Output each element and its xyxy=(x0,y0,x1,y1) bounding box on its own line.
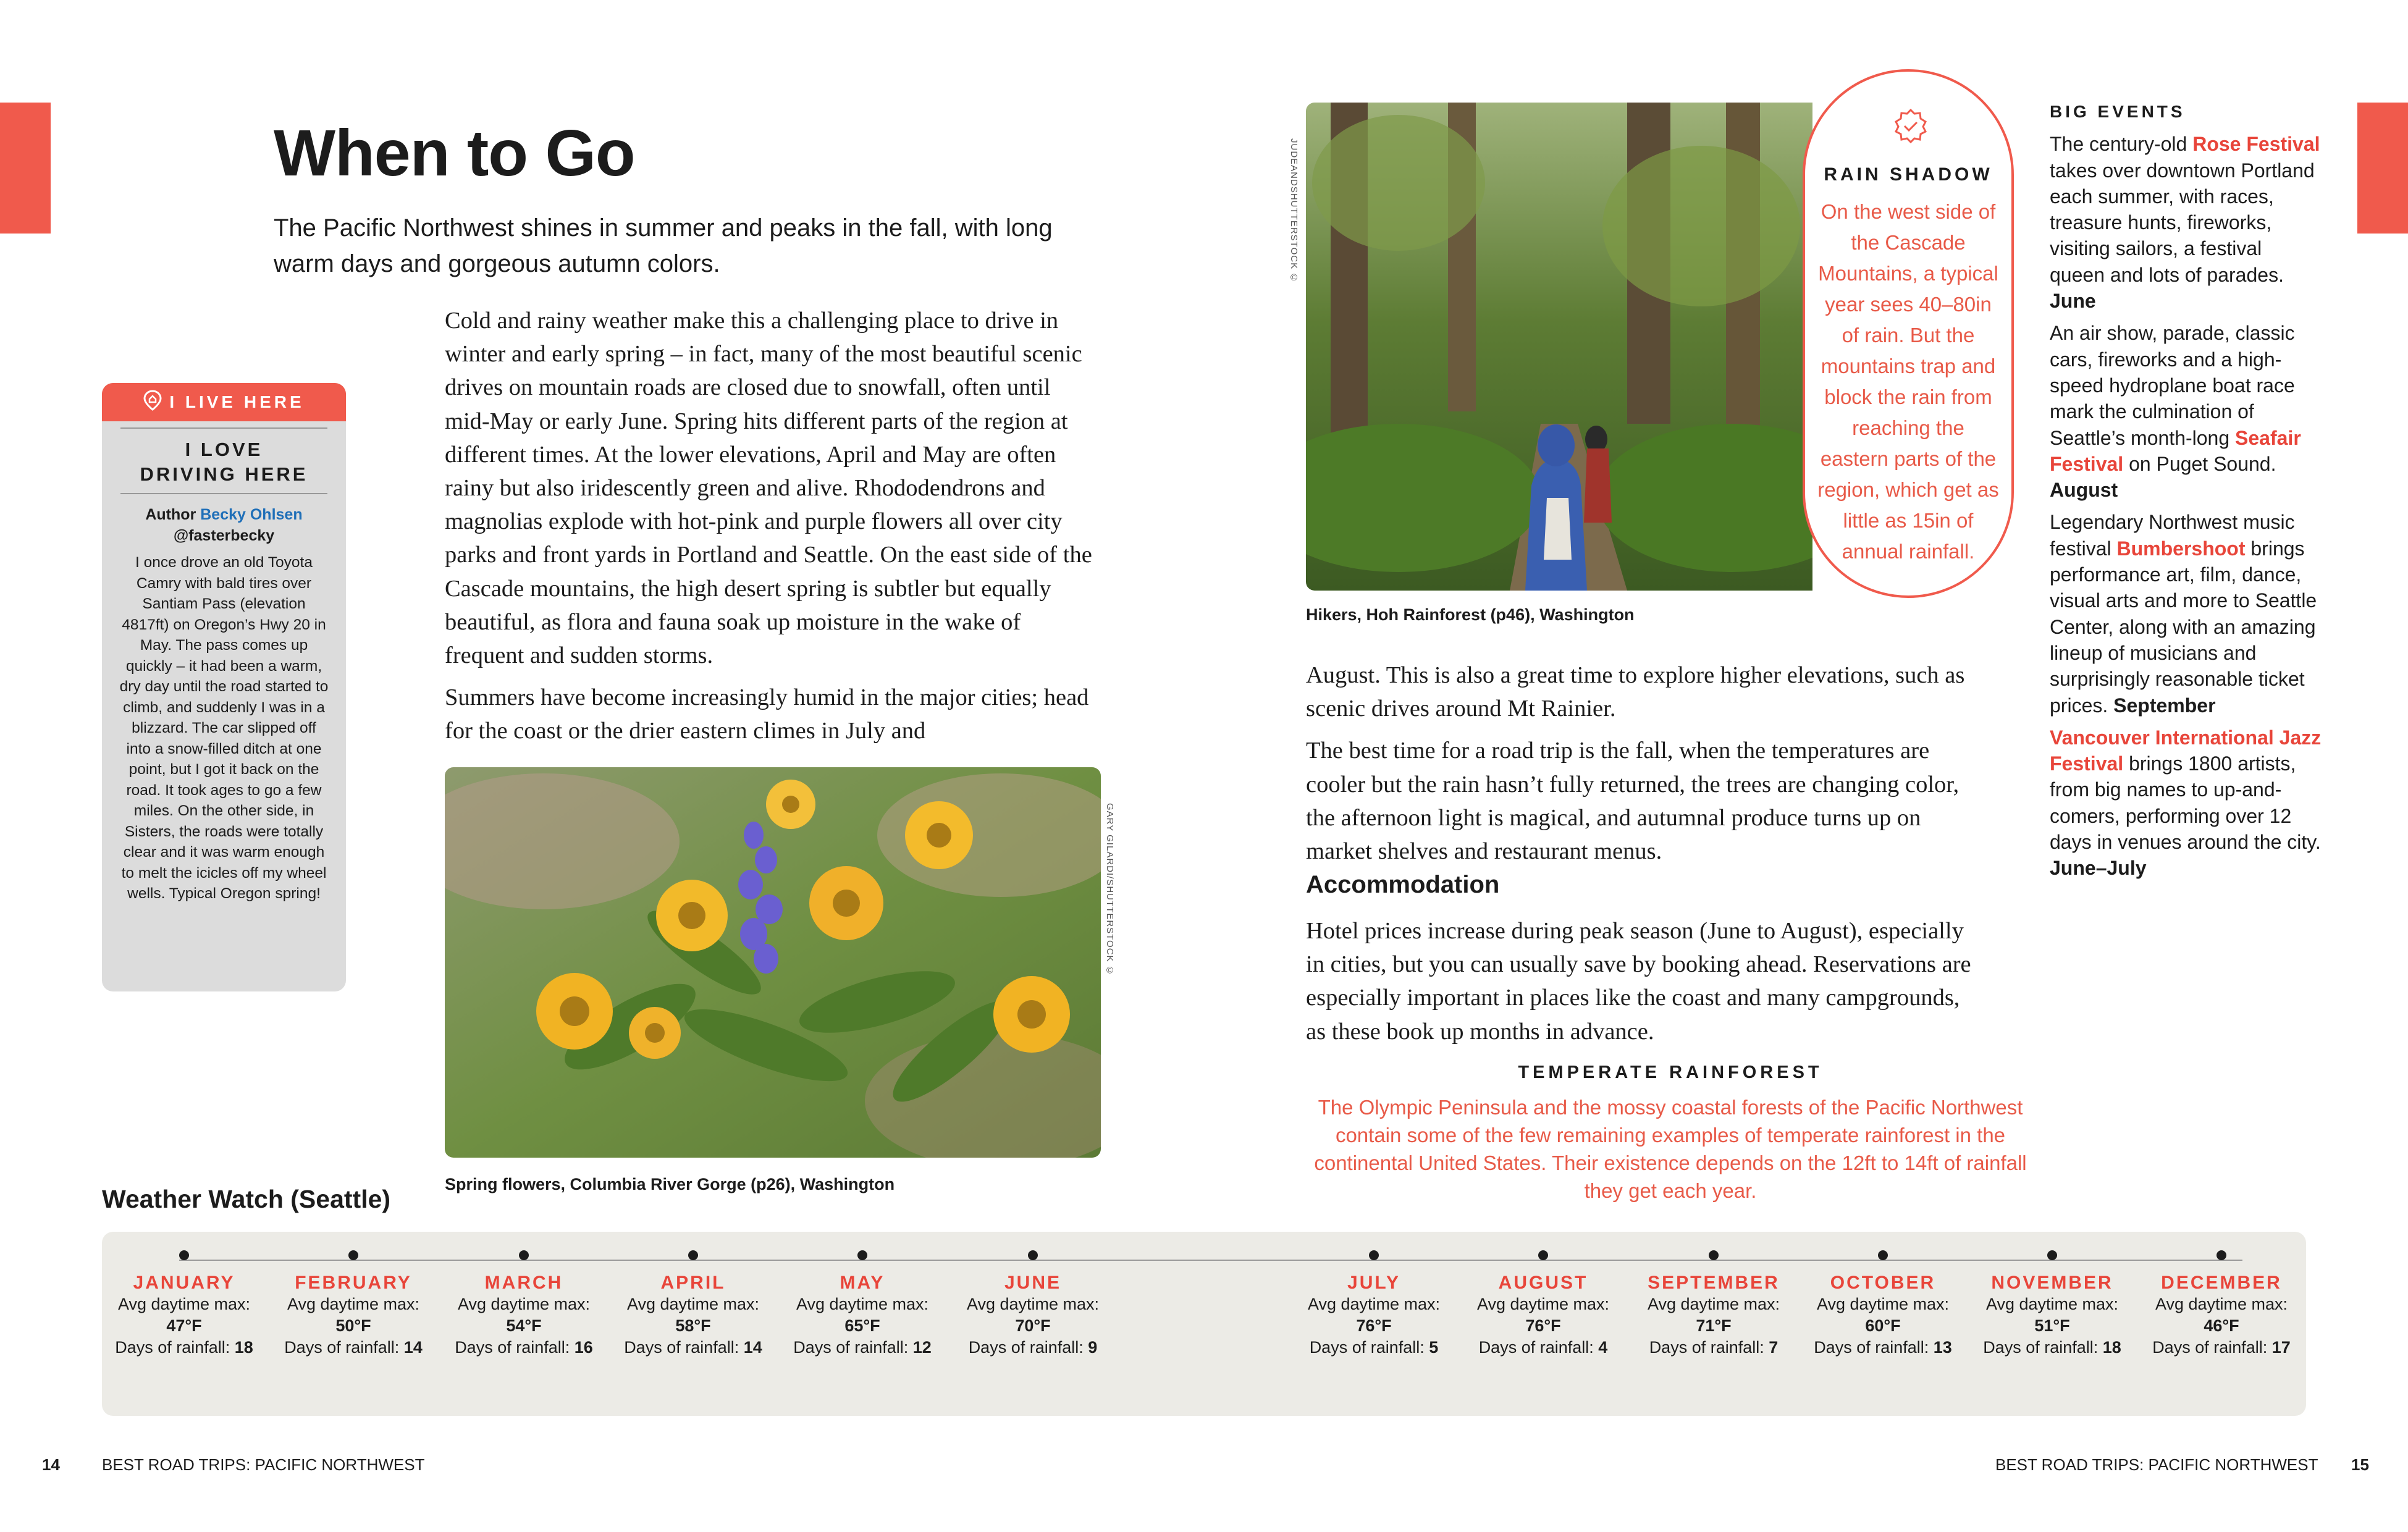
timeline-dot xyxy=(688,1250,698,1260)
temperate-rainforest-text: The Olympic Peninsula and the mossy coastal forests of the Pacific Northwest contain some of the few remaining examples of temperate rainforest in the continental United States. Their existence depends on the 12ft to 14ft of rainfall they get each year. xyxy=(1314,1096,2027,1202)
rain-label: Days of rainfall: xyxy=(793,1338,913,1357)
page-title: When to Go xyxy=(274,117,635,190)
photo-credit: JUDEANDSHUTTERSTOCK © xyxy=(1289,138,1299,284)
rain-row xyxy=(104,1337,264,1358)
temp-label: Avg daytime max: xyxy=(626,1295,760,1313)
month-name: JULY xyxy=(1347,1273,1400,1293)
rain-row xyxy=(1463,1337,1623,1358)
author-name-link[interactable]: Becky Ohlsen xyxy=(200,506,303,523)
rain-shadow-text: On the west side of the Cascade Mountains, a typical year sees 40–80in of rain. But the mountains trap and block the rain from reaching the eastern parts of the region, which get as little as 15in of annual rainfall. xyxy=(1817,200,1999,563)
timeline-dot xyxy=(1709,1250,1719,1260)
rain-row xyxy=(1633,1337,1794,1358)
callout-label: I LIVE HERE xyxy=(169,392,305,411)
temp-value: 46°F xyxy=(2204,1316,2239,1335)
footer-title-right: BEST ROAD TRIPS: PACIFIC NORTHWEST xyxy=(1995,1455,2318,1474)
month-august xyxy=(1463,1250,1623,1358)
rain-shadow-callout xyxy=(1803,69,2014,598)
rain-value: 14 xyxy=(403,1338,423,1357)
month-november xyxy=(1972,1250,2132,1358)
rain-label: Days of rainfall: xyxy=(1478,1338,1599,1357)
temp-label: Avg daytime max: xyxy=(1985,1295,2119,1313)
rain-value: 12 xyxy=(912,1338,932,1357)
month-january xyxy=(104,1250,264,1358)
temp-label: Avg daytime max: xyxy=(2155,1295,2288,1313)
author-handle: @fasterbecky xyxy=(173,527,275,544)
event-month: August xyxy=(2050,479,2118,502)
event-item: Vancouver International Jazz Festival brings 1800 artists, from big names to up-and-comers, performing over 12 days in venues around the city. June–July xyxy=(2050,726,2322,880)
event-month: June xyxy=(2050,290,2096,313)
temp-label: Avg daytime max: xyxy=(117,1295,251,1313)
callout-author xyxy=(102,504,346,546)
temp-value: 58°F xyxy=(675,1316,711,1335)
accommodation-heading: Accommodation xyxy=(1306,871,1500,898)
timeline-dot xyxy=(179,1250,189,1260)
temp-label: Avg daytime max: xyxy=(966,1295,1100,1313)
rain-label: Days of rainfall: xyxy=(115,1338,235,1357)
rain-value: 18 xyxy=(234,1338,253,1357)
temp-value: 51°F xyxy=(2034,1316,2070,1335)
temp-label: Avg daytime max: xyxy=(796,1295,929,1313)
event-name: Bumbershoot xyxy=(2116,537,2246,560)
month-name: OCTOBER xyxy=(1830,1273,1936,1293)
rain-label: Days of rainfall: xyxy=(1983,1338,2103,1357)
rain-value: 9 xyxy=(1088,1338,1098,1357)
temp-value: 60°F xyxy=(1865,1316,1901,1335)
timeline-dot xyxy=(1538,1250,1548,1260)
month-name: MARCH xyxy=(484,1273,563,1293)
body-paragraph: Summers have become increasingly humid in the major cities; head for the coast or the drier eastern climes in July and xyxy=(445,684,1089,744)
left-page-tab xyxy=(0,103,51,234)
month-june xyxy=(953,1250,1113,1358)
rain-label: Days of rainfall: xyxy=(2152,1338,2272,1357)
footer-title-left: BEST ROAD TRIPS: PACIFIC NORTHWEST xyxy=(102,1455,425,1474)
temp-value: 65°F xyxy=(844,1316,880,1335)
timeline-dot xyxy=(2047,1250,2057,1260)
event-month: June–July xyxy=(2050,857,2147,880)
timeline-dot xyxy=(1369,1250,1379,1260)
rain-label: Days of rainfall: xyxy=(284,1338,404,1357)
event-item: An air show, parade, classic cars, fireworks and a high-speed hydroplane boat race mark the culmination of Seattle’s month-long Seafair Festival on Puget Sound. August xyxy=(2050,322,2301,502)
rain-row xyxy=(782,1337,943,1358)
timeline-dot xyxy=(348,1250,358,1260)
body-paragraph: August. This is also a great time to explore higher elevations, such as scenic drives around Mt Rainier. xyxy=(1306,662,1965,722)
temp-value: 47°F xyxy=(166,1316,202,1335)
body-column-left xyxy=(445,304,1100,757)
timeline-dot xyxy=(1878,1250,1888,1260)
temp-value: 70°F xyxy=(1015,1316,1051,1335)
event-name: Vancouver International Jazz Festival xyxy=(2050,726,2322,775)
month-name: NOVEMBER xyxy=(1991,1273,2113,1293)
event-month: September xyxy=(2113,694,2216,717)
rain-value: 18 xyxy=(2102,1338,2121,1357)
body-paragraph: Hotel prices increase during peak season (June to August), especially in cities, but you can usually save by booking ahead. Reservations are especially important in places like the coast and many campgrounds, as these book up months in advance. xyxy=(1306,918,1971,1045)
temp-label: Avg daytime max: xyxy=(1647,1295,1780,1313)
right-page-tab xyxy=(2357,103,2408,234)
rain-value: 14 xyxy=(743,1338,762,1357)
body-paragraph: Cold and rainy weather make this a challenging place to drive in winter and early spring – in fact, many of the most beautiful scenic drives on mountain roads are closed due to snowfall, often until mid-May or early June. Spring hits different parts of the region at different times. At the lower elevations, April and May are often rainy but also iridescently green and alive. Rhododendrons and magnolias explode with hot-pink and purple flowers all over city parks and front yards in Portland and Seattle. On the east side of the Cascade mountains, the high desert spring is subtler but equally beautiful, as flora and fauna soak up moisture in the wake of frequent and sudden storms. xyxy=(445,308,1092,669)
hoh-rainforest-photo xyxy=(1306,103,1812,591)
rain-row xyxy=(444,1337,604,1358)
location-pin-icon xyxy=(143,390,162,415)
month-name: JANUARY xyxy=(133,1273,235,1293)
month-february xyxy=(273,1250,434,1358)
spring-flowers-photo xyxy=(445,767,1101,1158)
month-name: SEPTEMBER xyxy=(1648,1273,1780,1293)
rain-row xyxy=(613,1337,773,1358)
rain-row xyxy=(273,1337,434,1358)
big-events-heading: BIG EVENTS xyxy=(2050,102,2186,121)
month-name: JUNE xyxy=(1004,1273,1062,1293)
rain-row xyxy=(953,1337,1113,1358)
body-paragraph: The best time for a road trip is the fall, when the temperatures are cooler but the rain hasn’t fully returned, the trees are changing color, the afternoon light is magical, and autumnal produce turns up on market shelves and restaurant menus. xyxy=(1306,738,1960,865)
rain-shadow-heading: RAIN SHADOW xyxy=(1824,164,1993,185)
intro-paragraph: The Pacific Northwest shines in summer and peaks in the fall, with long warm days and gorgeous autumn colors. xyxy=(274,214,1053,277)
month-october xyxy=(1803,1250,1963,1358)
weather-watch-title: Weather Watch (Seattle) xyxy=(102,1185,391,1213)
temp-label: Avg daytime max: xyxy=(1307,1295,1441,1313)
callout-heading-line: I LOVE xyxy=(185,439,263,460)
timeline-dot xyxy=(1028,1250,1038,1260)
month-april xyxy=(613,1250,773,1358)
month-name: APRIL xyxy=(660,1273,726,1293)
temp-value: 76°F xyxy=(1356,1316,1392,1335)
photo-caption: Spring flowers, Columbia River Gorge (p26), Washington xyxy=(445,1175,895,1193)
rain-row xyxy=(1972,1337,2132,1358)
month-december xyxy=(2141,1250,2302,1358)
callout-heading xyxy=(120,427,327,494)
temp-value: 50°F xyxy=(335,1316,371,1335)
page-number-left: 14 xyxy=(42,1455,60,1474)
temp-label: Avg daytime max: xyxy=(1476,1295,1610,1313)
photo-credit: GARY GILARDI/SHUTTERSTOCK © xyxy=(1105,803,1115,977)
callout-heading-line: DRIVING HERE xyxy=(140,463,308,485)
page-number-right: 15 xyxy=(2351,1455,2369,1474)
rain-label: Days of rainfall: xyxy=(624,1338,744,1357)
temp-value: 76°F xyxy=(1525,1316,1561,1335)
temp-value: 54°F xyxy=(506,1316,542,1335)
month-may xyxy=(782,1250,943,1358)
month-name: FEBRUARY xyxy=(295,1273,412,1293)
badge-icon xyxy=(1892,107,1929,148)
event-item: Legendary Northwest music festival Bumbershoot brings performance art, film, dance, visual arts and more to Seattle Center, along with an amazing lineup of musicians and surprisingly reasonable ticket prices. September xyxy=(2050,511,2317,717)
rain-label: Days of rainfall: xyxy=(968,1338,1088,1357)
i-live-here-callout xyxy=(102,383,346,991)
month-name: DECEMBER xyxy=(2161,1273,2282,1293)
month-name: AUGUST xyxy=(1498,1273,1588,1293)
event-item: The century-old Rose Festival takes over downtown Portland each summer, with races, treasure hunts, fireworks, visiting sailors, a festival queen and lots of parades. June xyxy=(2050,133,2320,313)
callout-text: I once drove an old Toyota Camry with bald tires over Santiam Pass (elevation 4817ft) on Oregon’s Hwy 20 in May. The pass comes up quickly – it had been a warm, dry day until the road started to climb, and suddenly I was in a blizzard. The car slipped off into a snow-filled ditch at one point, but I got it back on the road. It took ages to go a few miles. On the other side, in Sisters, the roads were totally clear and it was warm enough to melt the icicles off my wheel wells. Typical Oregon spring! xyxy=(119,554,329,902)
month-march xyxy=(444,1250,604,1358)
temp-label: Avg daytime max: xyxy=(1816,1295,1950,1313)
rain-value: 4 xyxy=(1598,1338,1608,1357)
event-name: Seafair Festival xyxy=(2050,426,2301,475)
rain-label: Days of rainfall: xyxy=(1814,1338,1934,1357)
accommodation-section xyxy=(1306,914,1973,1057)
temp-value: 71°F xyxy=(1696,1316,1732,1335)
month-name: MAY xyxy=(840,1273,885,1293)
rain-row xyxy=(1294,1337,1454,1358)
temp-label: Avg daytime max: xyxy=(457,1295,591,1313)
callout-header xyxy=(102,383,346,421)
rain-row xyxy=(2141,1337,2302,1358)
rain-value: 16 xyxy=(574,1338,593,1357)
rain-label: Days of rainfall: xyxy=(455,1338,575,1357)
month-september xyxy=(1633,1250,1794,1358)
body-column-right xyxy=(1306,659,1973,877)
event-name: Rose Festival xyxy=(2192,133,2320,156)
timeline-dot xyxy=(519,1250,529,1260)
rain-value: 5 xyxy=(1429,1338,1439,1357)
author-prefix: Author xyxy=(145,506,201,523)
rain-value: 7 xyxy=(1769,1338,1779,1357)
rain-value: 13 xyxy=(1933,1338,1952,1357)
photo-caption: Hikers, Hoh Rainforest (p46), Washington xyxy=(1306,605,1635,624)
timeline-dot xyxy=(2216,1250,2226,1260)
rain-label: Days of rainfall: xyxy=(1309,1338,1429,1357)
timeline-dot xyxy=(857,1250,867,1260)
temp-label: Avg daytime max: xyxy=(287,1295,420,1313)
month-july xyxy=(1294,1250,1454,1358)
rain-value: 17 xyxy=(2271,1338,2291,1357)
rain-row xyxy=(1803,1337,1963,1358)
temperate-rainforest-heading: TEMPERATE RAINFOREST xyxy=(1518,1063,1823,1082)
big-events-sidebar xyxy=(2050,99,2322,888)
rain-label: Days of rainfall: xyxy=(1649,1338,1769,1357)
